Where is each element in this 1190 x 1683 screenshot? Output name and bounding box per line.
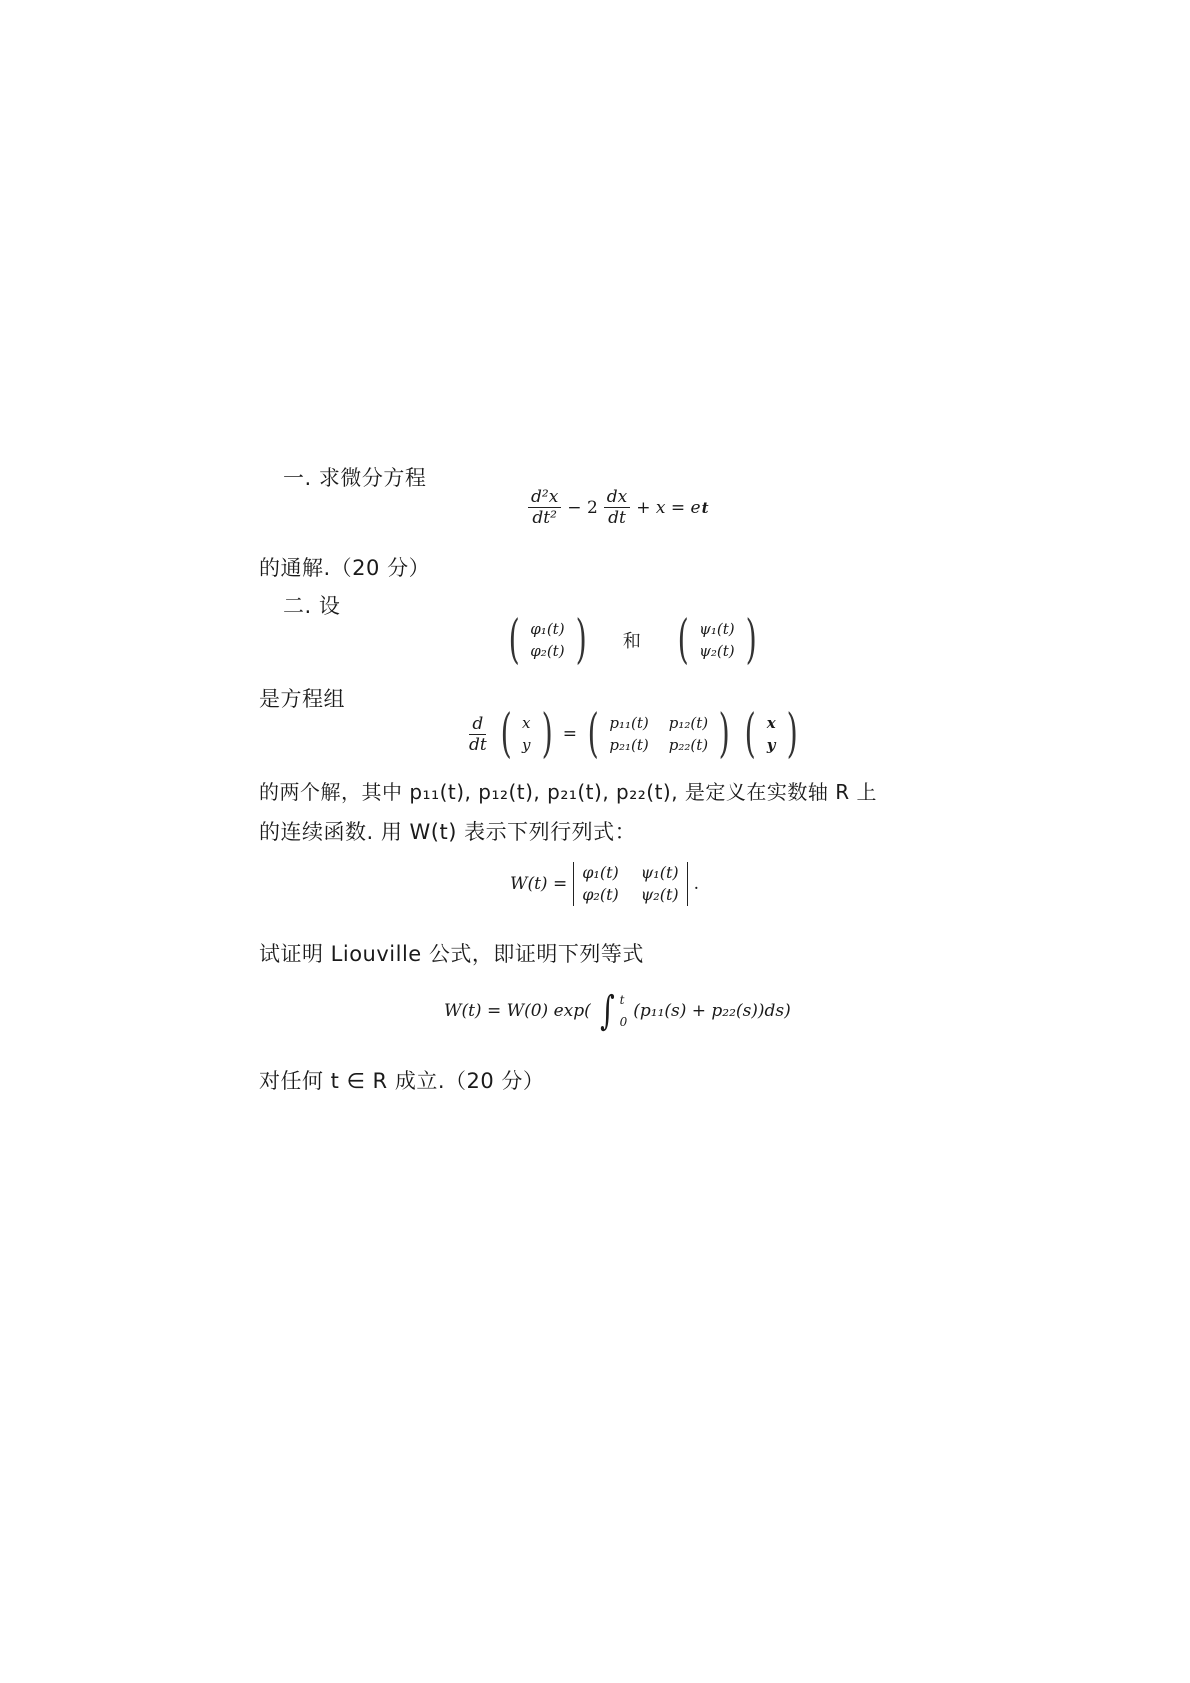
problem-2-heading: 二. 设 [283,594,341,618]
problem-2-line4: 的连续函数. 用 W(t) 表示下列行列式： [259,820,637,844]
problem-1-heading: 一. 求微分方程 [283,466,427,490]
problem-2-line3: 的两个解，其中 p₁₁(t), p₁₂(t), p₂₁(t), p₂₂(t), 是定义在实数轴 R 上 [259,780,878,804]
problem-2-tail: 对任何 t ∈ R 成立.（20 分） [259,1069,545,1093]
problem-1-equation: $\frac{\text{d²x}}{\text{dt²}}$ − 2 $\frac{dx}{dt}$ + x = e t [528,487,709,528]
wronskian-determinant: W(t) = φ₁(t) ψ₁(t) φ₂(t) ψ₂(t) . [510,863,700,904]
psi-vector: ψ₁(t) ψ₂(t) [699,620,735,660]
second-derivative-fraction: $\frac{\text{d²x}}{\text{dt²}}$ [528,487,561,528]
phi-vector: φ₁(t) φ₂(t) [530,620,565,660]
solution-vectors: ( φ₁(t) φ₂(t) ) 和 ( ψ₁(t) ψ₂(t) ) [508,610,757,670]
problem-2-line2: 是方程组 [259,687,345,711]
problem-1-tail: 的通解.（20 分） [259,556,431,580]
ode-system: $\frac{d}{dt}$ ( x y ) = ( p₁₁(t) p₁₂(t) p₂₁(t) p₂₂(t) ) ( x y ) [469,704,798,764]
coefficient-matrix: p₁₁(t) p₁₂(t) p₂₁(t) p₂₂(t) [609,714,709,754]
first-derivative-fraction: $\frac{dx}{dt}$ [604,487,630,528]
problem-2-line5: 试证明 Liouville 公式，即证明下列等式 [259,942,644,966]
liouville-formula: W(t) = W(0) exp( ∫ t 0 (p₁₁(s) + p₂₂(s))ds) [444,988,791,1034]
